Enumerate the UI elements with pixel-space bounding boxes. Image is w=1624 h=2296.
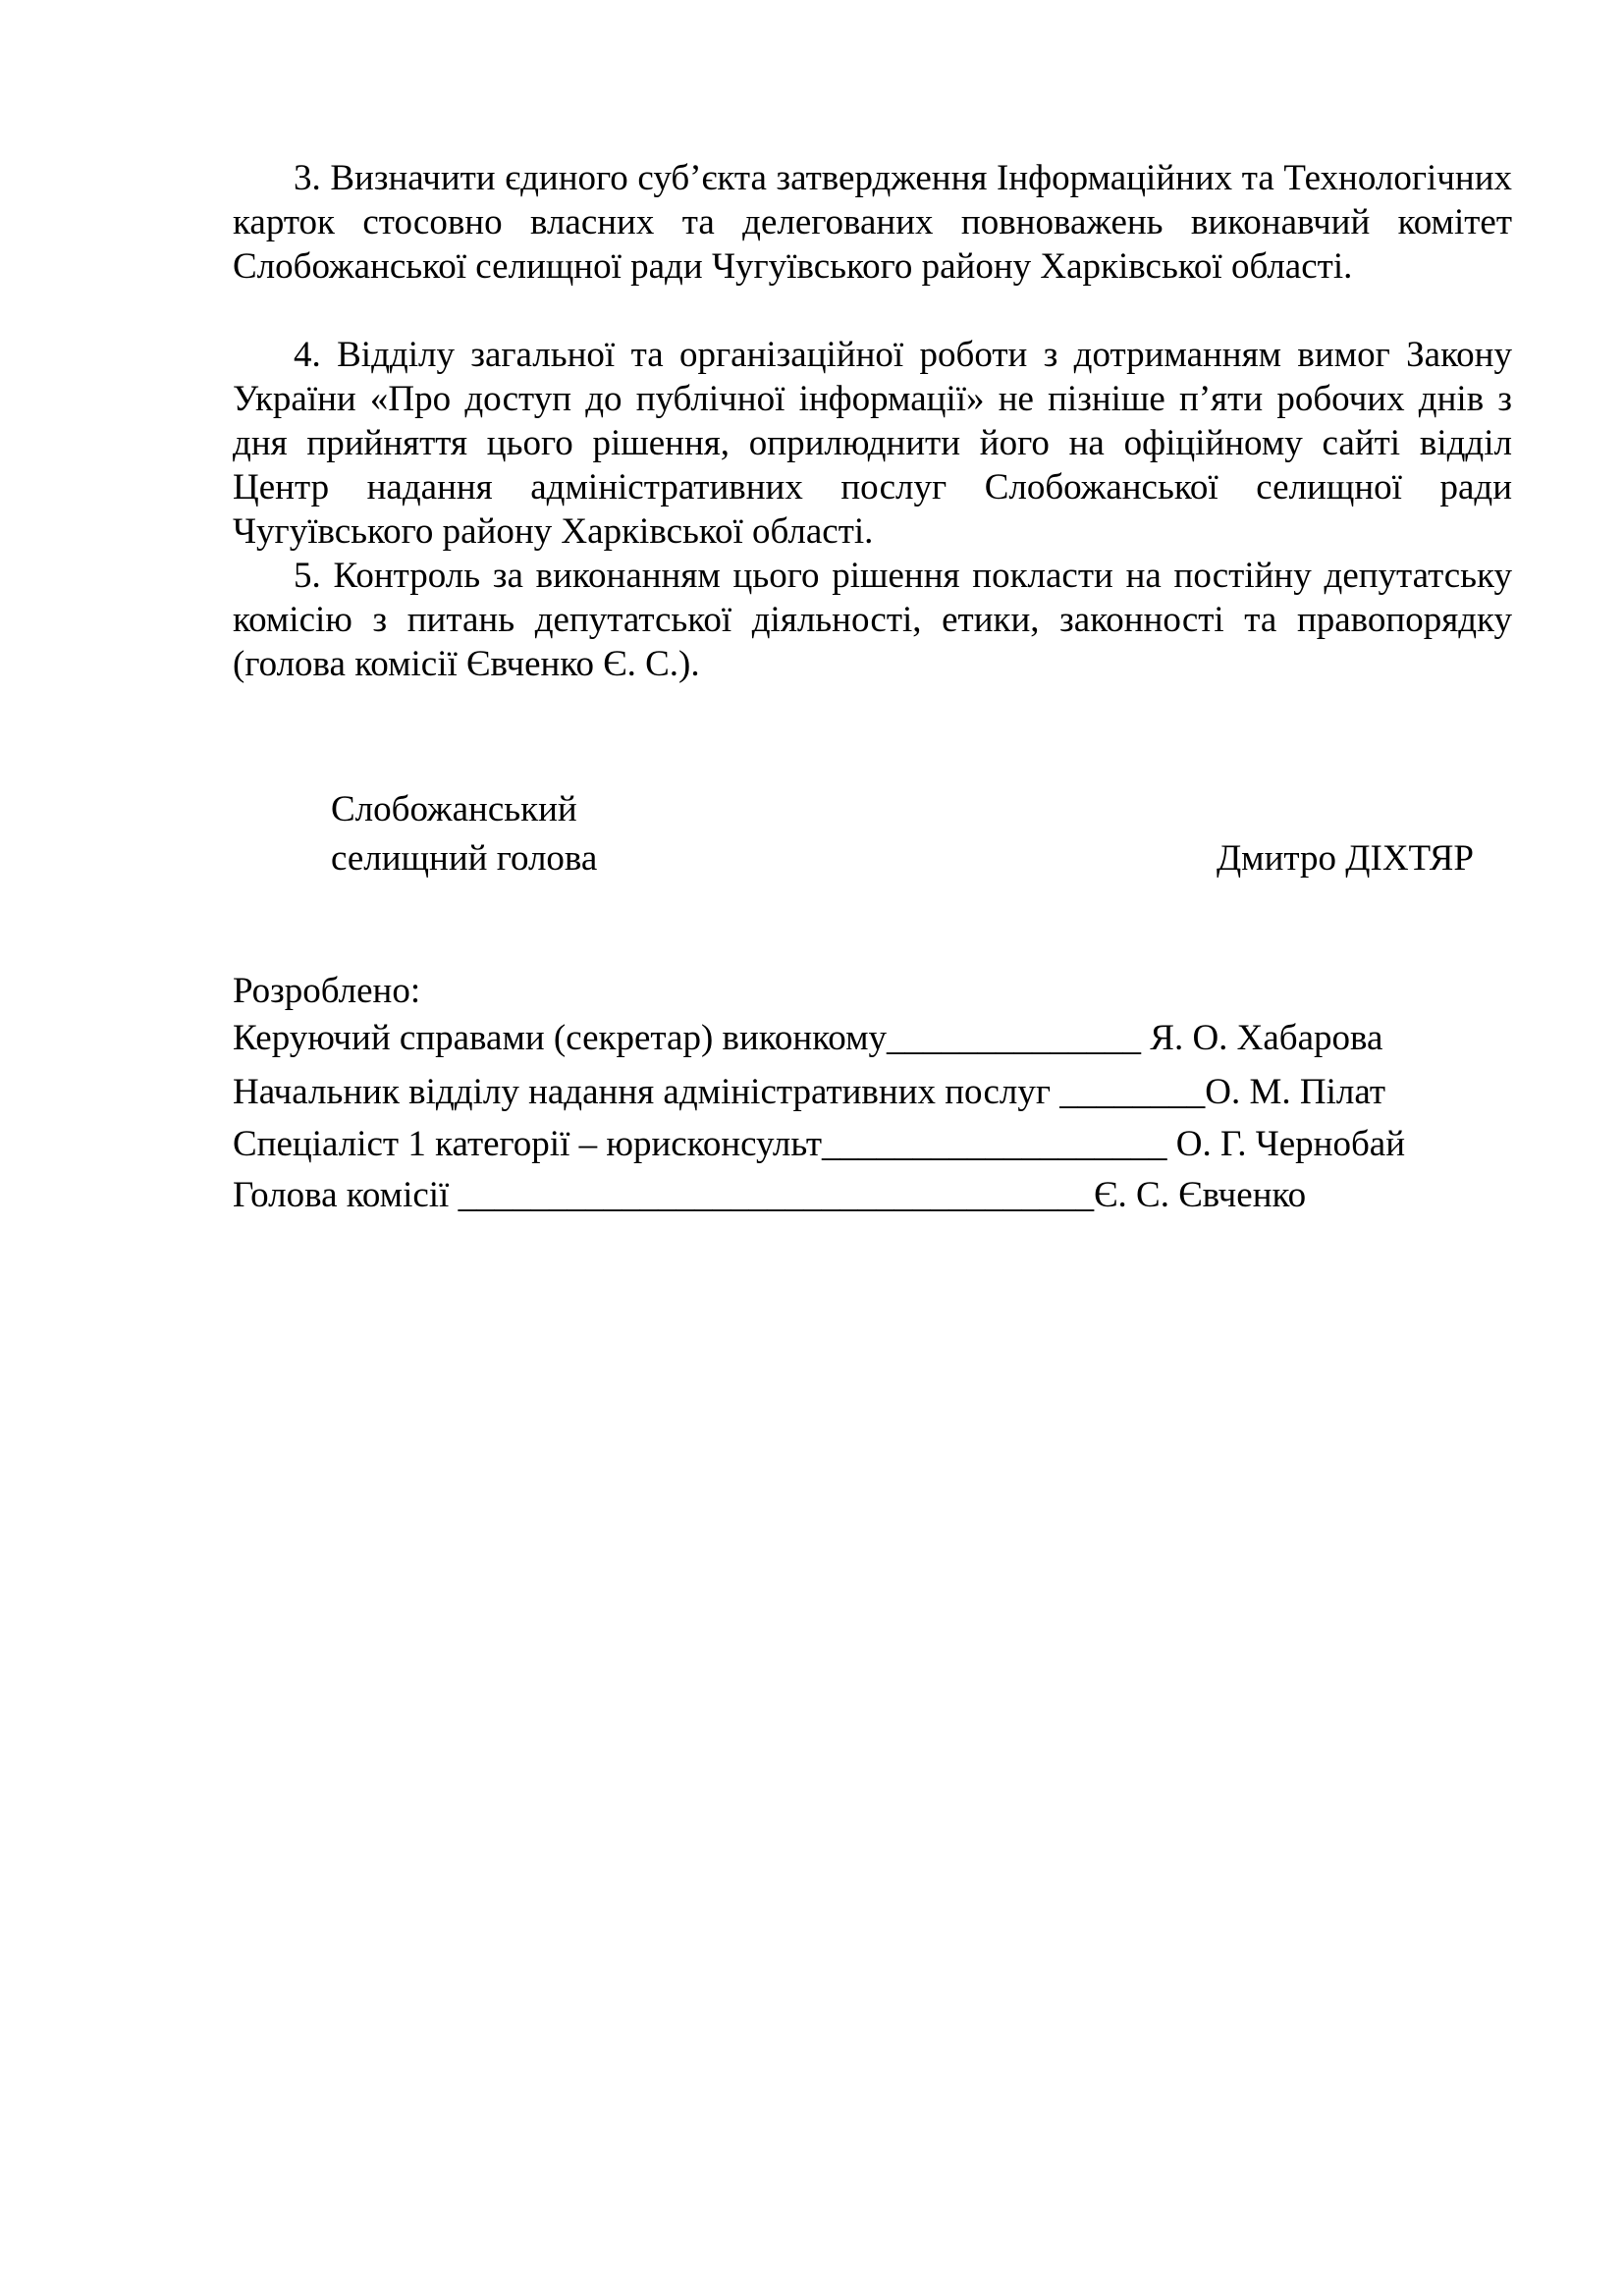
developed-heading: Розроблено: [233,971,421,1011]
paragraph-item-3: 3. Визначити єдиного суб’єкта затвердження Інформаційних та Технологічних карток стосовно власних та делегованих повноважень виконавчий комітет Слобожанської селищної ради Чугуївського району Харківської області. [233,158,1512,287]
paragraph-item-5: 5. Контроль за виконанням цього рішення покласти на постійну депутатську комісію з питань депутатської діяльності, етики, законності та правопорядку (голова комісії Євченко Є. С.). [233,556,1512,684]
head-title-line2: селищний голова [331,838,598,879]
head-title-line1: Слобожанський [331,789,577,829]
approval-row-commission-head: Голова комісії ___________________________________Є. С. Євченко [233,1175,1307,1215]
approval-row-department-head: Начальник відділу надання адміністративних послуг ________О. М. Пілат [233,1072,1385,1112]
paragraph-item-4: 4. Відділу загальної та організаційної роботи з дотриманням вимог Закону України «Про доступ до публічної інформації» не пізніше п’яти робочих днів з дня прийняття цього рішення, оприлюднити його на офіційному сайті відділ Центр надання адміністративних послуг Слобожанської селищної ради Чугуївського району Харківської області. [233,335,1512,552]
approval-row-legal-counsel: Спеціаліст 1 категорії – юрисконсульт___________________ О. Г. Чернобай [233,1124,1406,1164]
approval-row-secretary: Керуючий справами (секретар) виконкому______________ Я. О. Хабарова [233,1018,1383,1058]
head-signatory-name: Дмитро ДІХТЯР [1216,838,1474,879]
